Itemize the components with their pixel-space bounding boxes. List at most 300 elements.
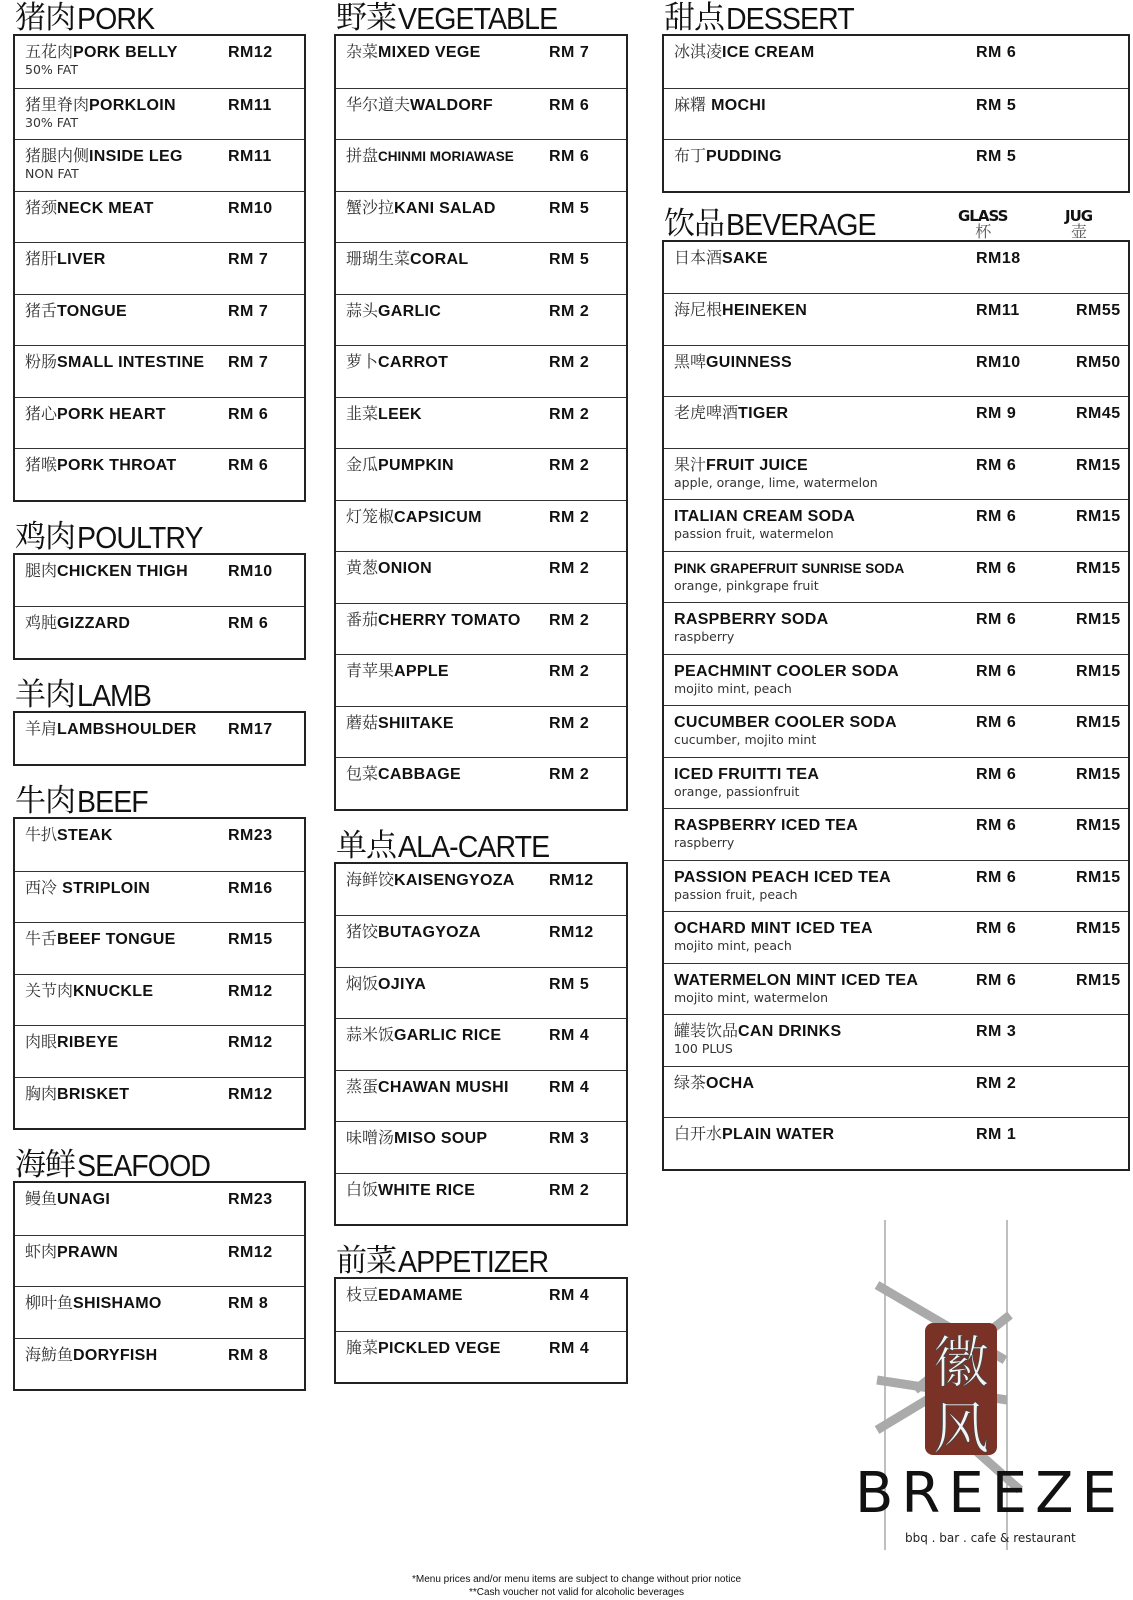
menu-item-waldorf (336, 88, 626, 140)
menu-item-doryfish (15, 1338, 304, 1390)
item-name-zh: 珊瑚生菜 (346, 249, 411, 268)
menu-item-coral (336, 242, 626, 294)
item-price: RM 6 (976, 765, 1017, 783)
menu-item-ice-cream (664, 36, 1128, 88)
item-name-en: SAKE (722, 249, 768, 267)
item-price: RM 6 (976, 971, 1017, 989)
item-price: RM15 (228, 931, 273, 948)
item-name-en: FRUIT JUICE (706, 456, 808, 474)
menu-item-cabbage (336, 757, 626, 809)
item-price: RM12 (228, 982, 273, 1000)
item-price: RM10 (228, 562, 273, 580)
item-name-en: CAN DRINKS (738, 1023, 842, 1040)
menu-item-pickled-vege (336, 1331, 626, 1383)
item-name-zh: 白饭 (346, 1179, 379, 1199)
menu-item-ojiya (336, 967, 626, 1019)
item-price: RM12 (549, 871, 594, 889)
item-name-en: APPLE (394, 663, 449, 680)
section-title-en: PORK (77, 1, 155, 36)
item-price: RM 2 (976, 1074, 1017, 1092)
item-name-en: KANI SALAD (394, 199, 496, 217)
item-name-en: MISO SOUP (394, 1130, 488, 1147)
section-ala-carte-list (334, 862, 628, 1227)
item-price: RM 5 (549, 975, 590, 993)
item-description: passion fruit, watermelon (674, 526, 834, 541)
item-jug-price: RM15 (1076, 559, 1121, 577)
item-price: RM11 (228, 96, 272, 114)
item-name-zh: 猪肝 (25, 249, 58, 268)
item-name-zh: 蒜头 (346, 300, 379, 320)
item-jug-price: RM15 (1076, 611, 1121, 628)
logo-tagline: bbq . bar . cafe & restaurant (905, 1531, 1076, 1545)
item-name-zh: 鳗鱼 (25, 1189, 58, 1208)
item-description: mojito mint, peach (674, 680, 792, 696)
menu-item-knuckle (15, 974, 304, 1026)
item-name-zh: 虾肉 (25, 1241, 58, 1261)
item-price: RM 6 (976, 44, 1017, 61)
section-beverage-list (662, 240, 1130, 1171)
item-name (674, 300, 1128, 321)
item-price: RM 4 (549, 1027, 590, 1044)
item-name-zh: 牛扒 (25, 825, 58, 844)
section-title-zh: 猪肉 (15, 0, 75, 36)
item-name-zh: 猪颈 (25, 197, 58, 217)
section-header-appetizer (334, 1226, 628, 1277)
item-name (674, 661, 1128, 682)
menu-item-unagi (15, 1183, 304, 1235)
item-name-en: CARROT (378, 354, 449, 371)
item-name (674, 455, 1128, 476)
menu-item-chawan-mushi (336, 1070, 626, 1122)
item-name-zh: 罐装饮品 (674, 1021, 739, 1040)
item-price: RM 8 (228, 1295, 269, 1312)
item-description: mojito mint, peach (674, 938, 792, 953)
item-price: RM18 (976, 249, 1021, 267)
menu-column-1 (13, 0, 306, 1391)
item-name (674, 970, 1128, 991)
item-name-en: EDAMAME (378, 1287, 463, 1304)
section-title-zh: 甜点 (664, 0, 724, 36)
item-description: 30% FAT (25, 114, 79, 130)
section-header-lamb (13, 660, 306, 711)
item-name-zh: 粉肠 (25, 352, 58, 371)
item-name-zh: 关节肉 (25, 980, 74, 1000)
section-title-en: BEEF (77, 784, 148, 819)
item-price: RM 7 (228, 354, 269, 371)
menu-item-miso-soup (336, 1121, 626, 1173)
item-name-en: PLAIN WATER (722, 1126, 835, 1143)
item-price: RM 5 (976, 148, 1017, 165)
item-name-zh: 猪饺 (346, 922, 379, 941)
section-header-dessert (662, 0, 1130, 34)
item-name-en: SMALL INTESTINE (57, 354, 205, 371)
item-description: 100 PLUS (674, 1041, 733, 1056)
item-name-zh: 白开水 (674, 1124, 723, 1143)
item-name-en: PRAWN (57, 1243, 119, 1261)
item-price: RM 8 (228, 1346, 269, 1364)
item-name-zh: 金瓜 (346, 455, 379, 474)
jug-column-label: JUG 壶 (1065, 206, 1093, 241)
menu-item-garlic (336, 294, 626, 346)
section-header-beverage (662, 193, 1130, 240)
section-title-zh: 野菜 (336, 0, 396, 36)
section-title-en: ALA-CARTE (398, 828, 550, 864)
item-name-zh: 日本酒 (674, 247, 723, 267)
item-jug-price: RM15 (1076, 971, 1121, 989)
item-name-en: MOCHI (711, 96, 766, 114)
item-description: 50% FAT (25, 62, 79, 77)
section-title-en: BEVERAGE (726, 206, 876, 242)
section-pork-list (13, 34, 306, 502)
menu-column-3 (662, 0, 1130, 1171)
item-name (674, 248, 1128, 269)
menu-item-shiitake (336, 706, 626, 758)
menu-item-ochard-mint-iced-tea (664, 911, 1128, 963)
menu-item-pork-belly (15, 36, 304, 88)
item-price: RM 5 (549, 251, 590, 268)
menu-item-raspberry-soda (664, 602, 1128, 654)
item-price: RM 6 (976, 662, 1017, 680)
menu-item-raspberry-iced-tea (664, 808, 1128, 860)
logo-name: BREEZE (855, 1461, 1125, 1526)
item-description: raspberry (674, 835, 735, 850)
item-name-zh: 冰淇凌 (674, 42, 723, 61)
menu-item-chicken-thigh (15, 555, 304, 607)
menu-item-prawn (15, 1235, 304, 1287)
item-name-en: OJIYA (378, 975, 427, 993)
section-title-zh: 前菜 (336, 1243, 396, 1279)
item-name-en: GARLIC (378, 302, 442, 320)
item-description: passion fruit, peach (674, 886, 798, 902)
item-name-zh: 杂菜 (346, 42, 379, 61)
menu-item-tiger (664, 396, 1128, 448)
section-title-zh: 羊肉 (15, 676, 75, 713)
menu-item-cucumber-cooler-soda (664, 705, 1128, 757)
section-vegetable-list (334, 34, 628, 811)
item-name-zh: 华尔道夫 (346, 94, 411, 114)
section-title-en: APPETIZER (398, 1244, 549, 1279)
item-name (674, 712, 1128, 733)
item-description: NON FAT (25, 166, 79, 181)
menu-item-shishamo (15, 1286, 304, 1338)
section-seafood-list (13, 1181, 306, 1391)
section-dessert-list (662, 34, 1130, 193)
item-name-en: MIXED VEGE (378, 44, 481, 61)
item-name-en: GIZZARD (57, 615, 131, 632)
item-name (674, 146, 1128, 167)
item-price: RM 2 (549, 457, 590, 474)
menu-item-cherry-tomato (336, 603, 626, 655)
item-name-en: UNAGI (57, 1191, 111, 1208)
item-name (674, 1073, 1128, 1094)
item-name-en: INSIDE LEG (89, 148, 183, 165)
menu-item-sake (664, 242, 1128, 294)
item-name-en: STEAK (57, 827, 113, 844)
item-name-en: CHINMI MORIAWASE (378, 149, 514, 164)
item-name (674, 352, 1128, 373)
item-price: RM 2 (549, 560, 590, 577)
item-price: RM 2 (549, 405, 590, 423)
menu-item-kaisengyoza (336, 864, 626, 916)
item-description: orange, pinkgrape fruit (674, 577, 819, 593)
item-name-zh: 猪心 (25, 403, 58, 423)
item-jug-price: RM15 (1076, 868, 1121, 886)
item-price: RM 6 (976, 817, 1017, 834)
item-price: RM 4 (549, 1078, 590, 1096)
item-price: RM 6 (228, 457, 269, 474)
menu-item-italian-cream-soda (664, 499, 1128, 551)
item-name-en: KAISENGYOZA (394, 871, 515, 889)
item-name-en: PINK GRAPEFRUIT SUNRISE SODA (674, 560, 905, 576)
item-name-zh: 布丁 (674, 146, 707, 165)
item-name (674, 815, 1128, 836)
item-name-en: PICKLED VEGE (378, 1339, 501, 1357)
menu-item-carrot (336, 345, 626, 397)
item-name-en: SHISHAMO (73, 1295, 162, 1312)
item-name (674, 403, 1128, 424)
menu-item-watermelon-mint-iced-tea (664, 963, 1128, 1015)
item-price: RM12 (228, 1243, 273, 1261)
section-header-seafood (13, 1130, 306, 1181)
item-price: RM 2 (549, 611, 590, 629)
item-name-zh: 腿肉 (25, 560, 58, 580)
item-name-zh: 海魴鱼 (25, 1344, 74, 1364)
section-poultry-list (13, 553, 306, 660)
item-jug-price: RM15 (1076, 714, 1121, 731)
item-name-en: OCHA (706, 1074, 755, 1092)
item-name-zh: 海尼根 (674, 300, 723, 319)
footer-notes (0, 1573, 1133, 1599)
item-price: RM 7 (549, 44, 590, 61)
item-name-en: WATERMELON MINT ICED TEA (674, 971, 919, 989)
menu-item-pork-throat (15, 448, 304, 500)
item-name-zh: 柳叶鱼 (25, 1293, 74, 1312)
item-name-zh: 蒸蛋 (346, 1076, 379, 1096)
item-name-en: BUTAGYOZA (378, 924, 481, 941)
menu-item-plain-water (664, 1117, 1128, 1169)
item-price: RM12 (228, 44, 273, 61)
section-title-zh: 鸡肉 (15, 518, 75, 555)
item-name (674, 918, 1128, 939)
item-name-zh: 蘑菇 (346, 712, 379, 732)
section-lamb-list (13, 711, 306, 767)
item-price: RM 6 (976, 714, 1017, 731)
item-name-en: GUINNESS (706, 353, 792, 371)
item-name-en: PORK BELLY (73, 44, 178, 61)
item-price: RM 5 (549, 199, 590, 217)
section-header-vegetable (334, 0, 628, 34)
item-price: RM17 (228, 720, 273, 738)
section-title-en: DESSERT (726, 1, 854, 36)
item-name-en: TIGER (738, 405, 789, 422)
item-price: RM12 (228, 1085, 273, 1103)
menu-item-edamame (336, 1279, 626, 1331)
item-jug-price: RM15 (1076, 920, 1121, 937)
item-name-zh: 青苹果 (346, 661, 395, 680)
item-name-zh: 猪里脊肉 (25, 94, 90, 114)
logo-zh-char-2: 风 (933, 1397, 989, 1462)
item-price: RM 6 (976, 508, 1017, 525)
item-price: RM 6 (549, 96, 590, 114)
item-name-en: ICED FRUITTI TEA (674, 765, 820, 783)
menu-item-pork-heart (15, 397, 304, 449)
menu-item-liver (15, 242, 304, 294)
item-name-zh: 猪喉 (25, 455, 58, 474)
item-name (674, 1124, 1128, 1145)
item-name-en: WHITE RICE (378, 1181, 476, 1199)
item-price: RM 9 (976, 405, 1017, 422)
section-header-beef (13, 766, 306, 817)
item-description: orange, passionfruit (674, 783, 800, 799)
menu-item-kani-salad (336, 191, 626, 243)
menu-item-iced-fruitti-tea (664, 757, 1128, 809)
section-title-en: VEGETABLE (398, 1, 558, 36)
menu-item-striploin (15, 871, 304, 923)
item-name-zh: 麻糬 (674, 94, 712, 114)
menu-item-can-drinks (664, 1014, 1128, 1066)
section-header-pork (13, 0, 306, 34)
item-name-zh: 黑啤 (674, 351, 707, 371)
item-name-zh: 猪腿内侧 (25, 146, 90, 165)
item-name-en: PUMPKIN (378, 457, 454, 474)
menu-item-apple (336, 654, 626, 706)
item-name-en: LEEK (378, 405, 422, 423)
menu-item-small-intestine (15, 345, 304, 397)
item-name-zh: 焖饭 (346, 973, 379, 993)
item-price: RM 4 (549, 1287, 590, 1304)
item-jug-price: RM15 (1076, 456, 1121, 474)
menu-item-fruit-juice (664, 448, 1128, 500)
item-name-en: BRISKET (57, 1085, 130, 1103)
menu-item-chinmi-moriawase (336, 139, 626, 191)
item-name (674, 1021, 1128, 1042)
menu-item-peachmint-cooler-soda (664, 654, 1128, 706)
item-name-en: PORK HEART (57, 405, 166, 423)
item-price: RM 2 (549, 714, 590, 732)
item-jug-price: RM15 (1076, 817, 1121, 834)
item-price: RM 4 (549, 1339, 590, 1357)
item-name-zh: 黄葱 (346, 558, 379, 577)
item-price: RM 6 (228, 615, 269, 632)
item-jug-price: RM15 (1076, 508, 1121, 525)
item-price: RM10 (976, 353, 1021, 371)
breeze-logo (855, 1220, 1125, 1554)
item-name (674, 42, 1128, 63)
item-name-en: CHICKEN THIGH (57, 562, 189, 580)
item-name-en: DORYFISH (73, 1346, 158, 1364)
item-price: RM10 (228, 199, 273, 217)
item-price: RM 2 (549, 766, 590, 783)
menu-item-onion (336, 551, 626, 603)
item-name-zh: 猪舌 (25, 300, 58, 320)
item-name-en: PORK THROAT (57, 457, 177, 474)
item-name (674, 867, 1128, 888)
footer-note-voucher: **Cash voucher not valid for alcoholic beverages (468, 1587, 685, 1598)
item-jug-price: RM45 (1076, 405, 1121, 422)
item-name-en: CORAL (410, 251, 469, 268)
item-jug-price: RM15 (1076, 765, 1121, 783)
item-name-en: ONION (378, 560, 432, 577)
item-name-en: GARLIC RICE (394, 1027, 502, 1044)
menu-item-brisket (15, 1077, 304, 1129)
item-name-zh: 果汁 (674, 454, 707, 474)
menu-item-tongue (15, 294, 304, 346)
item-description: apple, orange, lime, watermelon (674, 474, 878, 490)
item-price: RM11 (976, 302, 1020, 319)
item-price: RM16 (228, 879, 273, 897)
menu-item-porkloin (15, 88, 304, 140)
menu-item-mochi (664, 88, 1128, 140)
menu-item-heineken (664, 293, 1128, 345)
item-name-zh: 五花肉 (25, 42, 74, 61)
item-price: RM12 (228, 1034, 273, 1051)
item-name-en: ICE CREAM (722, 44, 815, 61)
item-name-en: CHERRY TOMATO (378, 611, 521, 629)
item-name-en: KNUCKLE (73, 982, 154, 1000)
section-title-en: LAMB (77, 677, 151, 713)
item-name (674, 95, 1128, 116)
item-name-zh: 羊肩 (25, 718, 58, 738)
glass-column-label: GLASS 杯 (958, 206, 1008, 241)
item-name-zh: 鸡肫 (25, 613, 58, 632)
logo-zh-char-1: 徽 (933, 1331, 989, 1396)
menu-item-leek (336, 397, 626, 449)
menu-item-ribeye (15, 1025, 304, 1077)
item-name-en: LAMBSHOULDER (57, 720, 197, 738)
item-price: RM23 (228, 1191, 273, 1208)
menu-item-inside-leg (15, 139, 304, 191)
item-price: RM 5 (976, 96, 1017, 114)
item-name-en: PASSION PEACH ICED TEA (674, 868, 891, 886)
item-price: RM 6 (228, 405, 269, 423)
item-price: RM 2 (549, 302, 590, 320)
section-title-en: SEAFOOD (77, 1148, 211, 1183)
item-price: RM 1 (976, 1126, 1017, 1143)
item-price: RM 3 (549, 1130, 590, 1147)
item-name-zh: 韭菜 (346, 403, 379, 423)
item-price: RM 6 (549, 148, 590, 165)
item-name (674, 764, 1128, 785)
item-price: RM 6 (976, 868, 1017, 886)
section-header-poultry (13, 502, 306, 553)
item-name (674, 609, 1128, 630)
item-price: RM23 (228, 827, 273, 844)
item-name-en: RASPBERRY SODA (674, 611, 829, 628)
section-title-zh: 饮品 (664, 205, 724, 242)
item-name-en: SHIITAKE (378, 714, 454, 732)
menu-column-2 (334, 0, 628, 1384)
item-name-zh: 腌菜 (346, 1337, 379, 1357)
menu-item-white-rice (336, 1173, 626, 1225)
item-name-en: CUCUMBER COOLER SODA (674, 714, 897, 731)
item-price: RM 2 (549, 1181, 590, 1199)
item-name-en: STRIPLOIN (62, 879, 151, 897)
menu-item-ocha (664, 1066, 1128, 1118)
menu-item-neck-meat (15, 191, 304, 243)
item-name (674, 558, 1128, 579)
item-name-zh: 萝卜 (346, 352, 379, 371)
item-price: RM12 (549, 924, 594, 941)
item-name-zh: 灯笼椒 (346, 506, 395, 526)
section-title-zh: 海鲜 (15, 1147, 75, 1183)
item-jug-price: RM50 (1076, 353, 1121, 371)
menu-item-pudding (664, 139, 1128, 191)
item-name-zh: 味噌汤 (346, 1128, 395, 1147)
item-name-en: PEACHMINT COOLER SODA (674, 662, 899, 680)
item-price: RM 6 (976, 920, 1017, 937)
section-title-en: POULTRY (77, 519, 203, 555)
item-price: RM 7 (228, 302, 269, 320)
